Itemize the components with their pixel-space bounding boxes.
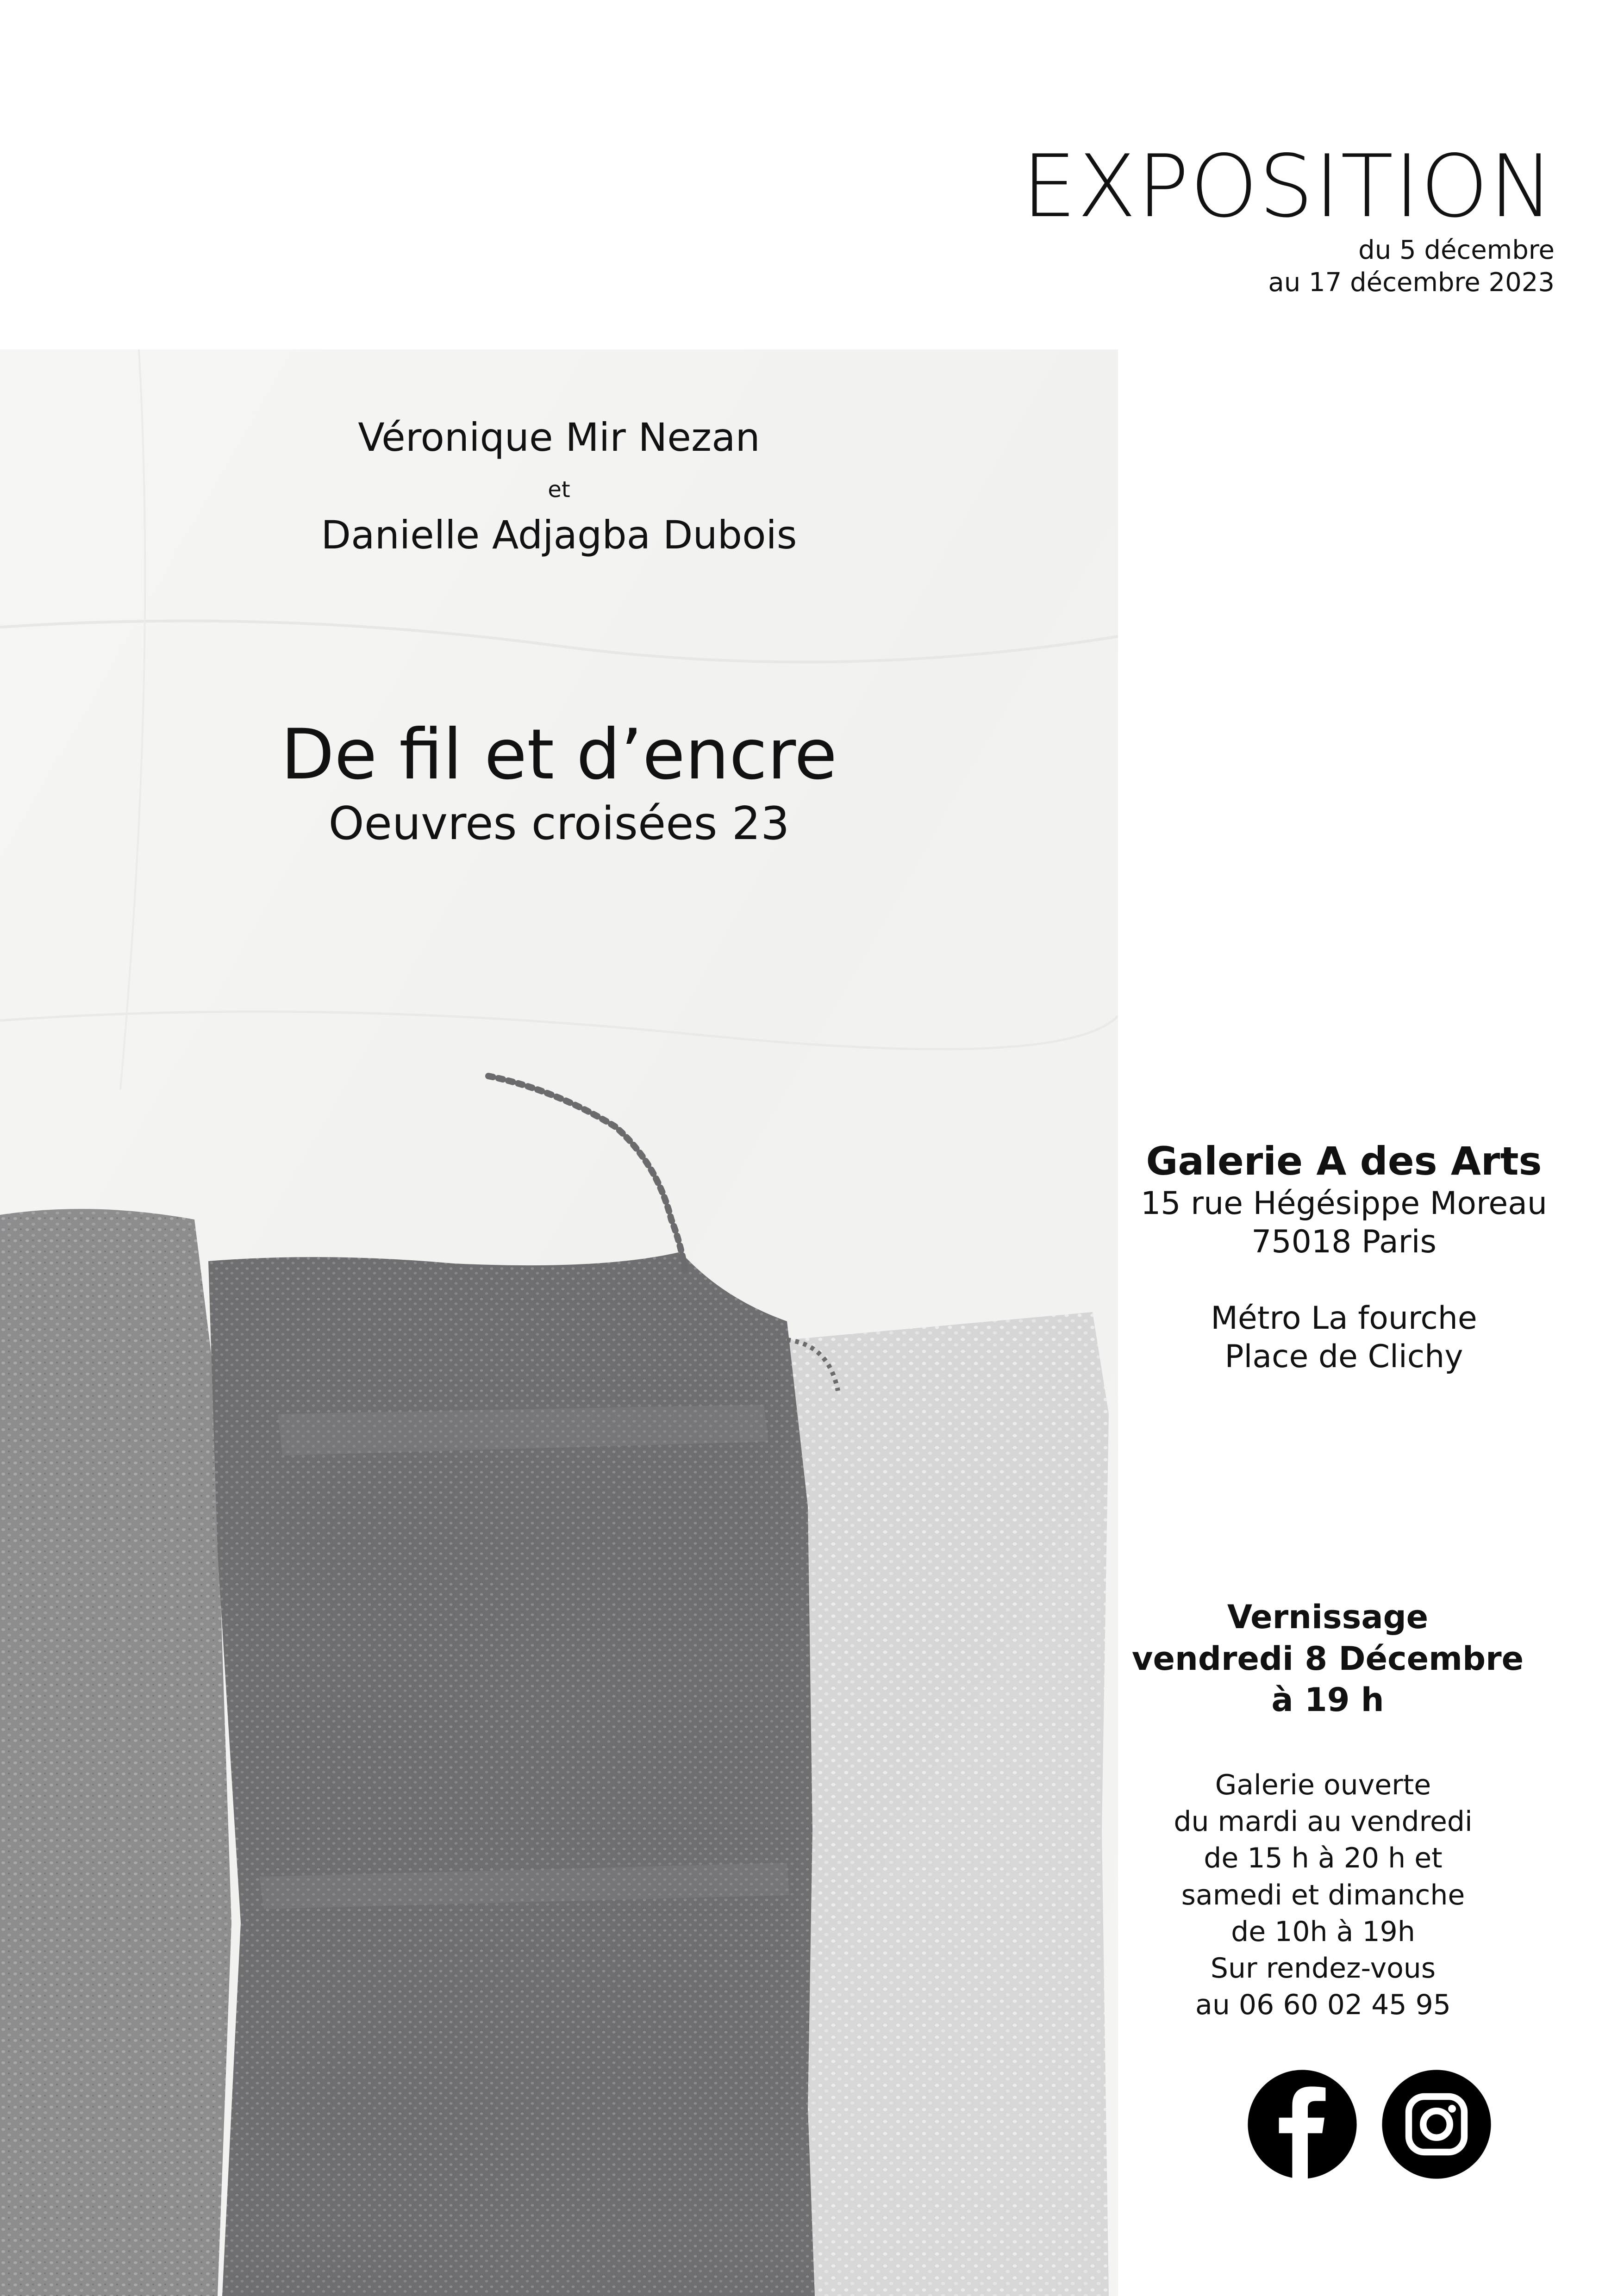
show-title: De fil et d’encre <box>281 715 837 795</box>
venue-name: Galerie A des Arts <box>1146 1139 1542 1184</box>
artist-name-1: Véronique Mir Nezan <box>358 415 760 460</box>
hours-line: Sur rendez-vous <box>1210 1952 1436 1985</box>
social-links <box>1247 2069 1492 2180</box>
date-end: au 17 décembre 2023 <box>1268 268 1555 298</box>
hours-line: du mardi au vendredi <box>1174 1805 1473 1838</box>
artist-name-2: Danielle Adjagba Dubois <box>321 512 797 558</box>
artists-block <box>0 414 1118 559</box>
hours-line: samedi et dimanche <box>1181 1879 1465 1911</box>
exhibition-dates <box>1022 234 1555 299</box>
show-title-block <box>0 715 1118 851</box>
opening-block <box>1092 1597 1564 1721</box>
opening-time: à 19 h <box>1271 1681 1384 1719</box>
venue-street: 15 rue Hégésippe Moreau <box>1140 1185 1548 1222</box>
hours-line: de 10h à 19h <box>1231 1915 1415 1948</box>
opening-label: Vernissage <box>1227 1598 1429 1636</box>
facebook-icon[interactable] <box>1247 2069 1358 2180</box>
exhibition-header <box>1022 136 1555 299</box>
artwork-image <box>0 349 1118 2296</box>
hours-line: Galerie ouverte <box>1215 1769 1431 1801</box>
venue-block <box>1089 1138 1599 1376</box>
venue-city: 75018 Paris <box>1251 1224 1437 1261</box>
show-subtitle: Oeuvres croisées 23 <box>328 797 790 850</box>
hours-phone: au 06 60 02 45 95 <box>1195 1989 1451 2022</box>
opening-hours <box>1092 1767 1555 2023</box>
artists-connector: et <box>548 476 570 503</box>
opening-date: vendredi 8 Décembre <box>1131 1639 1524 1678</box>
venue-metro-station: Place de Clichy <box>1224 1338 1463 1375</box>
date-start: du 5 décembre <box>1358 235 1555 265</box>
hours-line: de 15 h à 20 h et <box>1204 1842 1443 1875</box>
instagram-icon[interactable] <box>1381 2069 1492 2180</box>
exhibition-title: EXPOSITION <box>1022 136 1555 236</box>
venue-metro: Métro La fourche <box>1211 1300 1477 1337</box>
